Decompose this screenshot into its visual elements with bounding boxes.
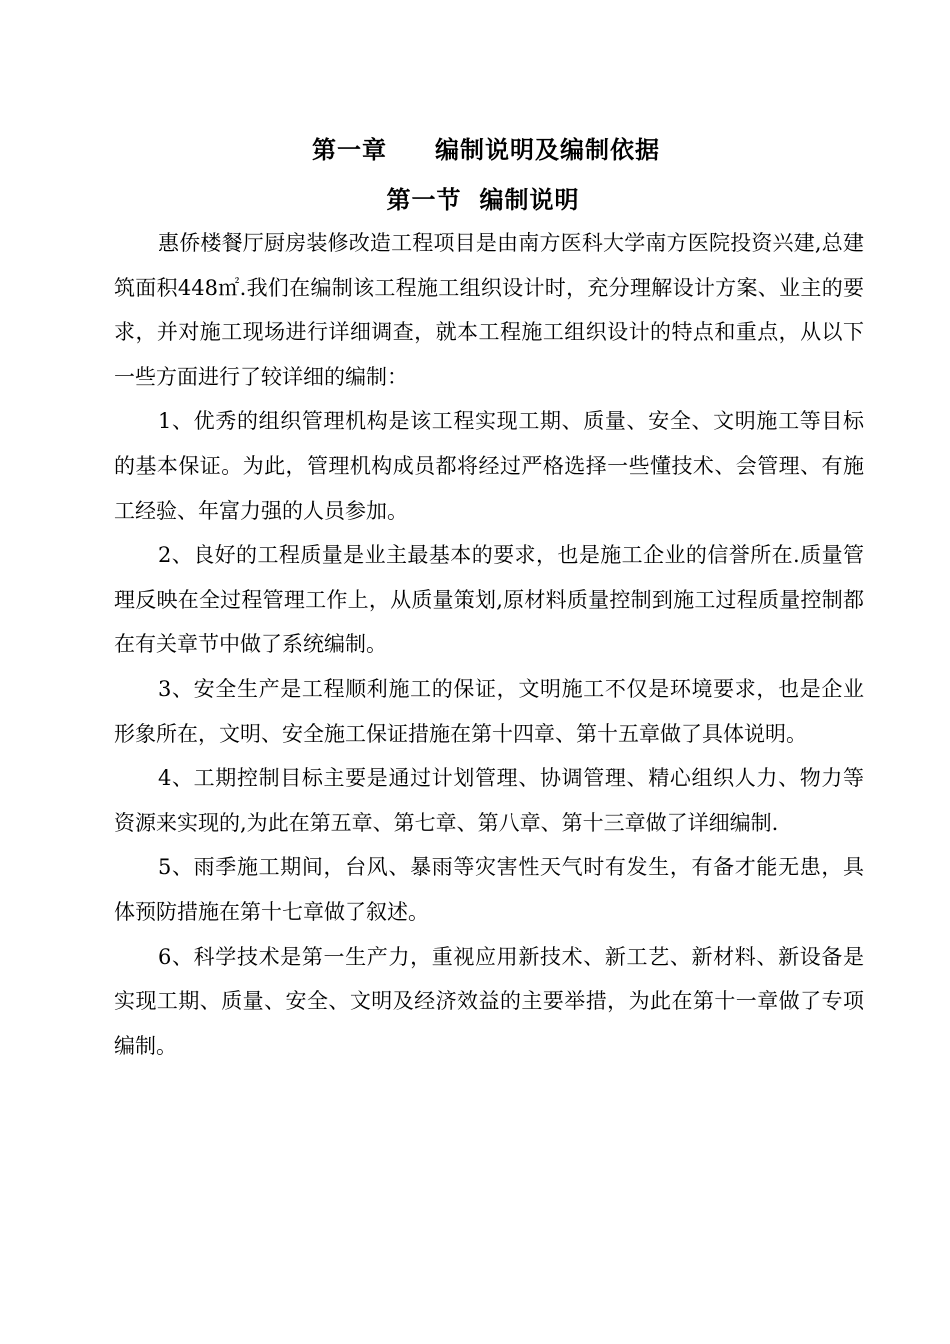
- section-title: [0, 178, 950, 222]
- body-text: [114, 221, 864, 1068]
- chapter-title: [0, 128, 950, 172]
- section-number: 第一节: [386, 186, 462, 214]
- chapter-number: 第一章: [312, 136, 387, 164]
- paragraph-intro: 惠侨楼餐厅厨房装修改造工程项目是由南方医科大学南方医院投资兴建,总建筑面积448㎡.我们在编制该工程施工组织设计时，充分理解设计方案、业主的要求，并对施工现场进行详细调查，就本工程施工组织设计的特点和重点，从以下一些方面进行了较详细的编制：: [114, 231, 864, 389]
- paragraph-item-4: 4、工期控制目标主要是通过计划管理、协调管理、精心组织人力、物力等资源来实现的,为此在第五章、第七章、第八章、第十三章做了详细编制.: [114, 766, 864, 835]
- paragraph-item-1: 1、优秀的组织管理机构是该工程实现工期、质量、安全、文明施工等目标的基本保证。为此，管理机构成员都将经过严格选择一些懂技术、会管理、有施工经验、年富力强的人员参加。: [114, 409, 864, 523]
- paragraph-item-2: 2、良好的工程质量是业主最基本的要求，也是施工企业的信誉所在.质量管理反映在全过程管理工作上，从质量策划,原材料质量控制到施工过程质量控制都在有关章节中做了系统编制。: [114, 543, 864, 657]
- paragraph-item-5: 5、雨季施工期间，台风、暴雨等灾害性天气时有发生，有备才能无患，具体预防措施在第十七章做了叙述。: [114, 855, 864, 924]
- paragraph-item-6: 6、科学技术是第一生产力，重视应用新技术、新工艺、新材料、新设备是实现工期、质量、安全、文明及经济效益的主要举措，为此在第十一章做了专项编制。: [114, 944, 864, 1058]
- section-name: 编制说明: [479, 186, 580, 214]
- chapter-name: 编制说明及编制依据: [435, 136, 660, 164]
- paragraph-item-3: 3、安全生产是工程顺利施工的保证，文明施工不仅是环境要求，也是企业形象所在，文明、安全施工保证措施在第十四章、第十五章做了具体说明。: [114, 676, 864, 746]
